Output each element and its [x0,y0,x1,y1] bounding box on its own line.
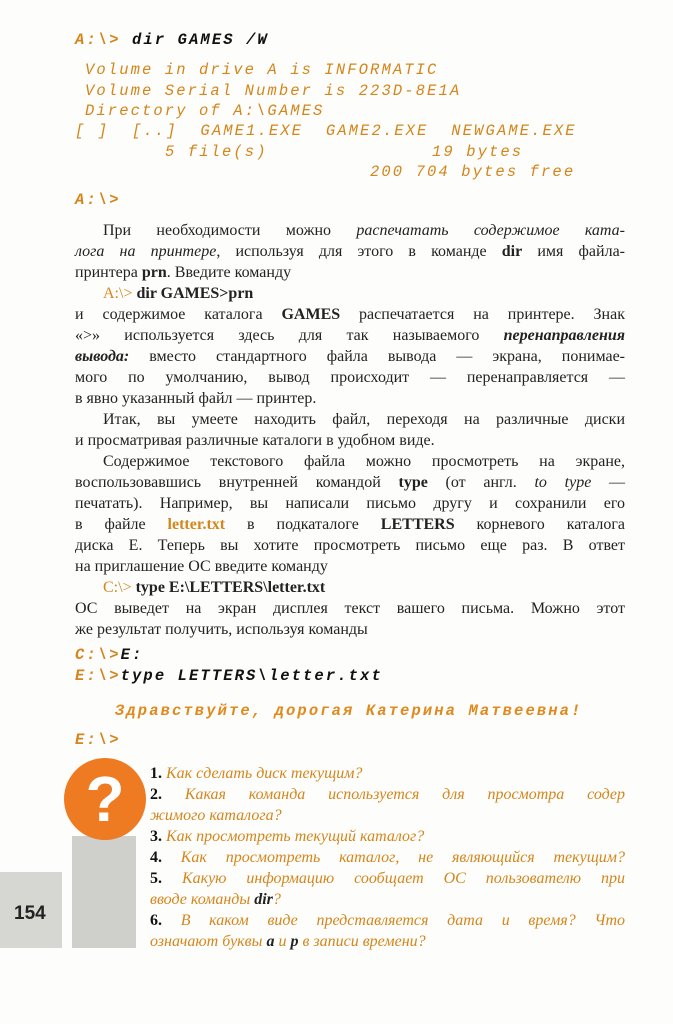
prompt: A:\> [75,191,121,209]
text-line [75,451,625,472]
text: , используя для этого в команде [216,243,502,260]
text-line [150,868,625,889]
text-line [75,241,625,262]
text: в подкаталоге [225,516,381,533]
bold-italic-text: p [290,933,299,950]
question-text: Как просмотреть текущий каталог? [166,828,425,845]
text: на приглашение ОС введите команду [75,558,328,575]
text: и просматривая различные каталоги в удобном виде. [75,432,435,449]
serial-line: Volume Serial Number is 223D-8E1A [85,82,462,100]
text-line [75,430,625,451]
prompt: C:\> [75,646,121,664]
text: «>» используется здесь для так называемого [75,327,504,344]
review-questions [150,763,625,952]
italic-text: лога на принтере [75,243,217,260]
text-line [150,784,625,805]
text: Итак, вы умеете находить файл, переходя на различные диски [103,411,625,428]
text: же результат получить, используя команды [75,621,368,638]
text: вместо стандартного файла вывода — экрана, понимае- [129,348,625,365]
directory-line: Directory of A:\GAMES [85,102,325,120]
files-count: 5 file(s) [165,143,268,161]
question-text: жимого каталога? [150,807,282,824]
text-line [75,346,625,367]
text: диска E. Теперь вы хотите просмотреть письмо еще раз. В ответ [75,537,625,554]
text-line [75,577,625,598]
question-number: 6. [150,912,181,929]
question-text: Как просмотреть каталог, не являющийся текущим? [180,849,625,866]
bold-italic-text: перенаправления [503,327,625,344]
text: распечатается на принтере. Знак [340,306,625,323]
text: корневого каталога [454,516,625,533]
text-line [75,283,625,304]
bold-text: GAMES [281,306,341,323]
question-text: Какую информацию сообщает ОС пользователю при [181,870,626,887]
text: (от англ. [427,474,535,491]
text-line [150,889,625,910]
text-line [75,409,625,430]
bold-italic-text: a [266,933,275,950]
command: dir GAMES /W [132,31,269,49]
question-text: Как сделать диск текущим? [166,765,363,782]
italic-text: to type [534,474,592,491]
command-line [75,31,269,49]
text: в файле [75,516,168,533]
question-text: Какая команда используется для просмотра содер [184,786,626,803]
text: печатать). Например, вы написали письмо другу и сохранили его [75,495,625,512]
text: имя файла- [522,243,625,260]
text-line [150,847,625,868]
text: в явно указанный файл — принтер. [75,390,317,407]
text: принтера [75,264,142,281]
text: — [591,474,626,491]
file-output: Здравствуйте, дорогая Катерина Матвеевна! [115,702,583,720]
text-line [75,556,625,577]
bold-text: dir [501,243,523,260]
text-line [75,619,625,640]
text: воспользовавшись внутренней командой [75,474,399,491]
text: ОС выведет на экран дисплея текст вашего письма. Можно этот [75,600,625,617]
listing-line: [ ] [..] GAME1.EXE GAME2.EXE NEWGAME.EXE [75,122,577,140]
prompt: E:\> [75,667,121,685]
prompt: A:\> [103,285,133,302]
text-line [150,910,625,931]
text-line [150,826,625,847]
question-number: 4. [150,849,181,866]
bold-text: LETTERS [380,516,455,533]
text-line [75,598,625,619]
prompt: C:\> [103,579,132,596]
bytes-used: 19 bytes [432,143,524,161]
text: При необходимости можно [103,222,357,239]
text-line [75,388,625,409]
command: type LETTERS\letter.txt [120,667,383,685]
bytes-free: 200 704 bytes free [370,163,576,181]
text-line [150,805,625,826]
question-mark-icon: ? [64,758,146,840]
question-text: и [274,933,291,950]
bold-text: type [398,474,428,491]
prompt: E:\> [75,731,121,749]
text-line [150,763,625,784]
text-line [75,262,625,283]
page-number: 154 [14,903,46,924]
question-text: вводе команды [150,891,255,908]
question-text: означают буквы [150,933,267,950]
question-text: В каком виде представляется дата и время? Что [180,912,625,929]
body-text [75,220,625,640]
bold-text: type E:\LETTERS\letter.txt [131,579,326,596]
volume-line: Volume in drive A is INFORMATIC [85,61,439,79]
text-line [75,535,625,556]
text: . Введите команду [166,264,292,281]
italic-text: распечатать содержимое ката- [356,222,626,239]
text-line [150,931,625,952]
text-line [75,367,625,388]
text-line [75,514,625,535]
text-line [75,220,625,241]
text-line [75,493,625,514]
question-text: в записи времени? [298,933,426,950]
question-number: 5. [150,870,182,887]
text-line [75,325,625,346]
question-number: 3. [150,828,166,845]
text: и содержимое каталога [75,306,282,323]
question-text: ? [272,891,281,908]
question-number: 1. [150,765,166,782]
decorative-column [72,836,136,948]
text: Содержимое текстового файла можно просмотреть на экране, [103,453,625,470]
text-line [75,304,625,325]
command: E: [120,646,144,664]
question-number: 2. [150,786,185,803]
bold-italic-text: вывода: [75,348,130,365]
text-line [75,472,625,493]
prompt: A:\> [75,31,121,49]
filename: letter.txt [167,516,226,533]
bold-italic-text: dir [254,891,273,908]
bold-text: dir GAMES>prn [132,285,254,302]
bold-text: prn [141,264,167,281]
text: мого по умолчанию, вывод происходит — перенаправляется — [75,369,625,386]
